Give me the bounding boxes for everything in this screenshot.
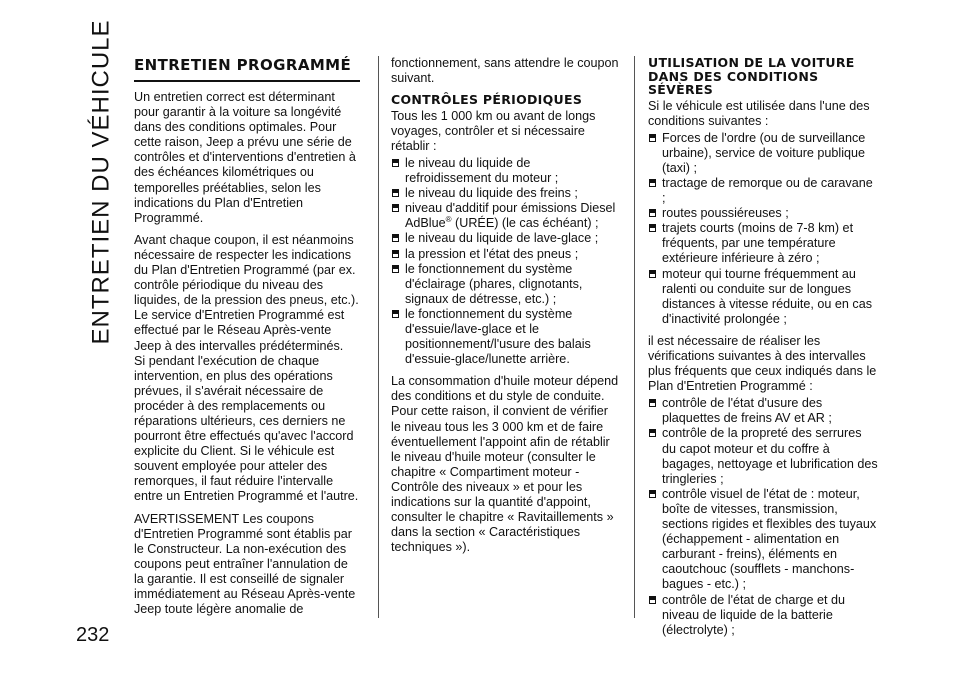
column-1 bbox=[134, 56, 360, 624]
list-item: niveau d'additif pour émissions Diesel AdBlue® (URÉE) (le cas échéant) ; bbox=[391, 201, 619, 231]
subsection-title-controles: CONTRÔLES PÉRIODIQUES bbox=[391, 92, 583, 108]
list-item: moteur qui tourne fréquemment au ralenti ou conduite sur de longues distances à vitesse réduite, ou en cas d'inactivité prolongée ; bbox=[648, 267, 878, 327]
list-item: contrôle de l'état de charge et du niveau de liquide de la batterie (électrolyte) ; bbox=[648, 593, 878, 638]
list-item: le fonctionnement du système d'éclairage (phares, clignotants, signaux de détresse, etc.) ; bbox=[391, 262, 619, 307]
paragraph-continued: fonctionnement, sans attendre le coupon suivant. bbox=[391, 56, 619, 86]
list-item: Forces de l'ordre (ou de surveillance urbaine), service de voiture publique (taxi) ; bbox=[648, 131, 878, 176]
chapter-side-title-text: ENTRETIEN DU VÉHICULE bbox=[88, 19, 116, 345]
page-number: 232 bbox=[76, 624, 110, 646]
column-divider bbox=[634, 56, 635, 618]
paragraph: Si le véhicule est utilisée dans l'une des conditions suivantes : bbox=[648, 98, 870, 128]
paragraph: Si pendant l'exécution de chaque intervention, en plus des opérations prévues, il s'avérait nécessaire de procéder à des remplacements ou réparations ultérieurs, ces derniers ne pourront être effectués qu'avec l'accord explicite du Client. Si le véhicule est souvent employée pour atteler des remorques, il faut réduire l'intervalle entre un Entretien Programmé et l'autre. bbox=[134, 353, 359, 504]
paragraph: Avant chaque coupon, il est néanmoins nécessaire de respecter les indications du Plan d'Entretien Programmé (par ex. contrôle périodique du niveau des liquides, de la pression des pneus, etc.). bbox=[134, 232, 359, 308]
warning-paragraph: AVERTISSEMENT Les coupons d'Entretien Programmé sont établis par le Constructeur. La non-exécution des coupons peut entraîner l'annulation de la garantie. Il est conseillé de signaler immédiatement au Réseau Après-vente Jeep toute légère anomalie de bbox=[134, 511, 356, 617]
paragraph: Un entretien correct est déterminant pour garantir à la voiture sa longévité dans des conditions optimales. Pour cette raison, Jeep a prévu une série de contrôles et d'interventions d'entretien à des échéances kilométriques ou temporelles préétablies, selon les indications du Plan d'Entretien Programmé. bbox=[134, 90, 356, 225]
subsection-title-conditions-severes: UTILISATION DE LA VOITURE DANS DES CONDITIONS SÉVÈRES bbox=[648, 55, 855, 97]
list-item: tractage de remorque ou de caravane ; bbox=[648, 176, 878, 206]
paragraph: La consommation d'huile moteur dépend des conditions et du style de conduite. Pour cette raison, il convient de vérifier le niveau tous les 3 000 km et de faire éventuellement l'appoint afin de rétablir le niveau d'huile moteur (consulter le chapitre « Compartiment moteur - Contrôle des niveaux » et pour les indications sur la quantité d'appoint, consulter le chapitre « Ravitaillements » dans la section « Caractéristiques techniques »). bbox=[391, 374, 619, 555]
list-item: contrôle visuel de l'état de : moteur, boîte de vitesses, transmission, sections rigides et flexibles des tuyaux (échappement - alimentation en carburant - freins), éléments en caoutchouc (soufflets - manchons-bagues - etc.) ; bbox=[648, 487, 878, 593]
list-item: contrôle de l'état d'usure des plaquettes de freins AV et AR ; bbox=[648, 396, 878, 426]
chapter-side-title bbox=[88, 19, 116, 345]
paragraph: il est nécessaire de réaliser les vérifications suivantes à des intervalles plus fréquents que ceux indiqués dans le Plan d'Entretien Programmé : bbox=[648, 333, 877, 394]
checklist bbox=[648, 131, 878, 327]
list-item: routes poussiéreuses ; bbox=[648, 206, 878, 221]
list-item: le niveau du liquide de refroidissement du moteur ; bbox=[391, 156, 619, 186]
paragraph: Tous les 1 000 km ou avant de longs voyages, contrôler et si nécessaire rétablir : bbox=[391, 108, 596, 153]
checklist bbox=[391, 156, 619, 367]
list-item: le niveau du liquide des freins ; bbox=[391, 186, 619, 201]
column-3 bbox=[648, 56, 878, 645]
list-item: trajets courts (moins de 7-8 km) et fréquents, par une température extérieure inférieure à zéro ; bbox=[648, 221, 878, 266]
list-item: la pression et l'état des pneus ; bbox=[391, 247, 619, 262]
section-title-entretien: ENTRETIEN PROGRAMMÉ bbox=[134, 56, 360, 82]
list-item: le fonctionnement du système d'essuie/lave-glace et le positionnement/l'usure des balais d'essuie-glace/lunette arrière. bbox=[391, 307, 619, 367]
checklist bbox=[648, 396, 878, 638]
column-divider bbox=[378, 56, 379, 618]
list-item: le niveau du liquide de lave-glace ; bbox=[391, 231, 619, 246]
list-item: contrôle de la propreté des serrures du capot moteur et du coffre à bagages, nettoyage et lubrification des tringleries ; bbox=[648, 426, 878, 486]
column-2 bbox=[391, 56, 619, 562]
paragraph: Le service d'Entretien Programmé est effectué par le Réseau Après-vente Jeep à des intervalles prédéterminés. bbox=[134, 308, 345, 353]
